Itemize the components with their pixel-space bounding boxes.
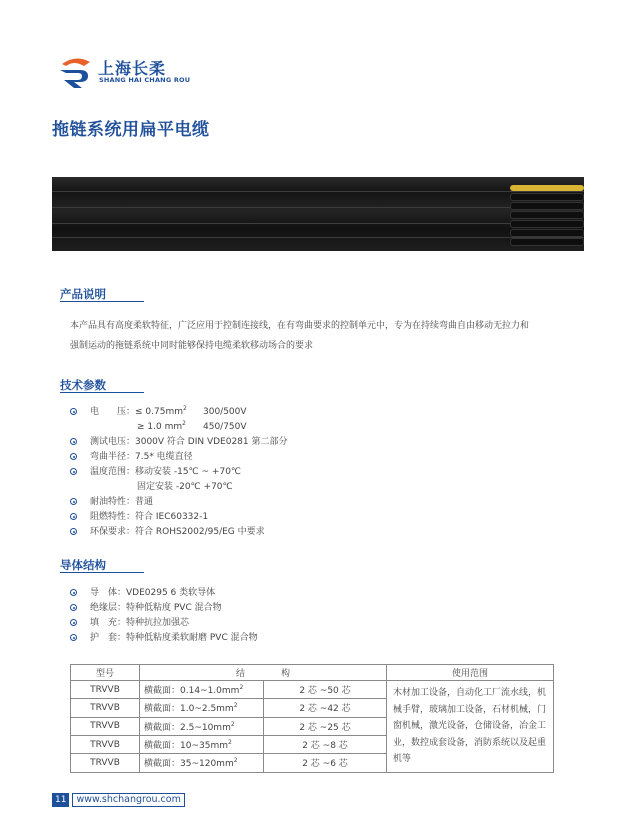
param-voltage-cond: ≤ 0.75mm [135,407,183,417]
cell-area-text: 横截面：35~120mm [144,759,234,770]
exposed-wires [510,177,584,251]
cell-area-text: 横截面：2.5~10mm [144,722,231,733]
superscript: 2 [233,757,238,765]
cell-model: TRVVB [71,735,140,753]
cell-area [140,735,264,753]
section-divider [60,392,144,393]
param-test-voltage-text: 测试电压：3000V 符合 DIN VDE0281 第二部分 [90,437,288,447]
superscript: 2 [227,739,232,747]
tech-params-heading: 技术参数 [60,378,106,392]
conductor-item-text: 导 体：VDE0295 6 类软导体 [90,588,216,598]
logo-mark-icon [58,54,94,88]
superscript: 2 [182,420,186,427]
cell-cores: 2 芯 ~42 芯 [264,699,387,717]
superscript: 2 [239,684,244,692]
cell-cores: 2 芯 ~50 芯 [264,681,387,699]
logo-name-cn: 上海长柔 [98,59,167,78]
bullet-icon [70,468,77,475]
param-voltage-value: 450/750V [203,422,247,432]
param-flame-text: 阻燃特性：符合 IEC60332-1 [90,512,209,522]
cell-cores: 2 芯 ~8 芯 [264,735,387,753]
superscript: 2 [230,720,235,728]
product-desc-heading: 产品说明 [60,287,106,301]
website-link[interactable]: www.shchangrou.com [72,793,184,807]
cell-area-text: 横截面：10~35mm [144,741,228,752]
flat-cable-image [52,177,584,251]
logo-name-en: SHANG HAI CHANG ROU [99,76,191,84]
bullet-icon [70,453,77,460]
param-temperature-text: 固定安装 -20℃ +70℃ [137,482,233,492]
cell-usage: 木材加工设备，自动化工厂流水线，机械手臂，玻璃加工设备，石材机械，门窗机械，激光设备，仓储设备，冶金工业，数控成套设备，消防系统以及起重机等 [387,681,554,773]
conductor-item-text: 绝缘层：特种低粘度 PVC 混合物 [90,603,222,613]
cell-model: TRVVB [71,754,140,772]
col-header-model: 型号 [71,665,140,681]
conductor-item-text: 护 套：特种低粘度柔软耐磨 PVC 混合物 [90,633,258,643]
cell-area [140,699,264,717]
param-env-text: 环保要求：符合 ROHS2002/95/EG 中要求 [90,527,265,537]
param-voltage-label: 电 压： [90,407,136,417]
table-row [71,681,554,699]
bullet-icon [70,528,77,535]
bullet-icon [70,408,77,415]
page-title: 拖链系统用扁平电缆 [52,120,210,140]
bullet-icon [70,498,77,505]
cell-area [140,754,264,772]
cell-cores: 2 芯 ~25 芯 [264,717,387,735]
conductor-heading: 导体结构 [60,558,106,572]
product-desc-line: 本产品具有高度柔软特征，广泛应用于控制连接线，在有弯曲要求的控制单元中，专为在持续弯曲自由移动无拉力和 [70,321,530,331]
bullet-icon [70,589,77,596]
col-header-structure: 结 构 [140,665,387,681]
conductor-item-text: 填 充：特种抗拉加强芯 [90,618,190,628]
table-header-row [71,665,554,681]
cell-area-text: 横截面：1.0~2.5mm [144,704,234,715]
cell-area [140,681,264,699]
cell-model: TRVVB [71,681,140,699]
spec-table [70,664,554,773]
cell-model: TRVVB [71,699,140,717]
superscript: 2 [233,702,238,710]
param-bend-radius-text: 弯曲半径：7.5* 电缆直径 [90,452,193,462]
bullet-icon [70,619,77,626]
param-voltage-value: 300/500V [203,407,247,417]
section-divider [60,572,144,573]
page-footer [52,793,185,807]
cell-cores: 2 芯 ~6 芯 [264,754,387,772]
param-voltage-cond: ≥ 1.0 mm [137,422,183,432]
page-number: 11 [52,793,69,807]
param-temperature-text: 温度范围：移动安装 -15℃ ~ +70℃ [90,467,242,477]
superscript: 2 [183,405,187,412]
col-header-usage: 使用范围 [387,665,554,681]
product-desc-line: 强制运动的拖链系统中同时能够保持电缆柔软移动场合的要求 [70,341,314,351]
section-divider [60,301,144,302]
bullet-icon [70,438,77,445]
company-logo [58,54,198,90]
bullet-icon [70,513,77,520]
cell-area [140,717,264,735]
bullet-icon [70,634,77,641]
cell-model: TRVVB [71,717,140,735]
bullet-icon [70,604,77,611]
param-oil-text: 耐油特性：普通 [90,497,154,507]
cell-area-text: 横截面：0.14~1.0mm [144,686,240,697]
